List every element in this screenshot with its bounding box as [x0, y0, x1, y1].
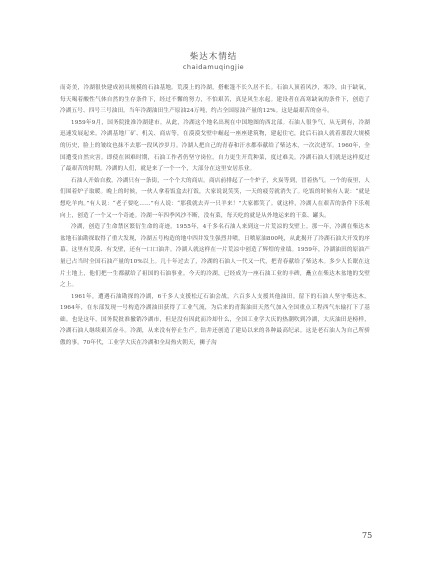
book-title: 柴达木情结 — [189, 52, 238, 62]
paragraph: 冷湖，创造了生命禁区繁衍生命的奇迹。1955年，4千多名石油人来到这一片荒凉的戈壁上。那一年，冷湖在柴达木盆地石油勘探取得了重大发现，冷湖五号构造的地中四井发生强烈井喷，日喷原油800吨，从此揭开了冷湖石油大开发的序幕。这里有荒漠、有戈壁，还有一口口油井。冷湖人就这样在一片荒凉中创造了辉煌的业绩。1959年，冷湖油田的原油产量已占当时全国石油产量的10%以上。几十年过去了，冷湖的石油人一代又一代，把青春献给了柴达木。多少人长眠在这片土地上，他们把一生都献给了祖国的石油事业。今天的冷湖，已经成为一座石油工业的丰碑，矗立在柴达木盆地的戈壁之上。 — [60, 224, 370, 289]
paragraph: 而奇美，冷湖很快建成初具规模的石油基地。荒漠上的冷湖，搭帐篷不长久居不长。石油人顶着风沙，寒冷，由于缺氧，每天喝着酸性气体自然的生存条件下，经过不懈的努力，不怕艰苦，真是风生水起。建设者在高寒缺氧的条件下，创造了冷湖五号、四号三号油田。当年冷湖油田生产原油24万吨，约占全国原油产量的12%。这是最艰苦的奋斗。 — [60, 85, 370, 115]
book-title-pinyin: chaidamuqingjie — [182, 63, 245, 71]
paragraph: 1959年9月，国务院批准冷湖建市。从此，冷湖这个地名出现在中国地图的西北部。石油人很争气，从无到有，冷湖迅速发展起来。冷湖基地厂矿、机关、商店等，在漠漠戈壁中崛起一座座建筑物，建起住宅，此后石油人就着那段大规模的历史，脸上的皱纹也抹不去那一段风沙岁月。冷湖人把自己的青春和汗水都奉献给了柴达木，一次次进军。1960年，全国遭受自然灾害。即使在困难时期，石油工作者仍坚守岗位，自力更生开荒种菜，度过难关。冷湖石油人们就是这样度过了最艰苦的时期。冷湖的人们，就是来了一个一个，大部分在这里安居乐业。 — [60, 119, 370, 173]
paragraph: 1961年，遭遇石油勘探的冷湖，6千多人支援松辽石油会战，六百多人支援其他油田。留下的石油人坚守柴达木。1964年，在东部发现一号构造冷湖油田获得了工业气流，为后来的青海油田天然气加入全国重点工程西气东输打下了基础。也是这年，国务院批准撤销冷湖市，但是没有因此而冷却什么，全国工业学大庆的热潮吹到冷湖，大庆油田是榜样，冷湖石油人继续艰苦奋斗。冷湖，从来没有停止生产。钻井还创造了建局以来的各种最高纪录。这是老石油人为自己所骄傲的事。70年代，工业学大庆在冷湖和全局热火朝天，狮子沟 — [60, 293, 370, 347]
paragraph: 石油人开始自救。冷湖只有一条街，一个个大的商店。商店前排起了一个炉子，火炭等到，冒着热气。一个的夜里，人们围着炉子取暖。晚上的时候，一伙人拿着饭盒去打饭，大家说说笑笑，一天的疲劳就消失了。吃饭的时候有人说：“就是想吃羊肉。”有人说：“老子要吃……”有人说：“那我就去弄一只羊来！”大家都笑了。就这样，冷湖人在艰苦的条件下乐观向上，创造了一个又一个奇迹。冷湖一年四季风沙不断，没有菜，每天吃的就是从外地运来的干菜、罐头。 — [60, 177, 370, 219]
running-header — [0, 52, 427, 72]
body-text — [60, 83, 370, 350]
page-number: 75 — [362, 531, 373, 540]
